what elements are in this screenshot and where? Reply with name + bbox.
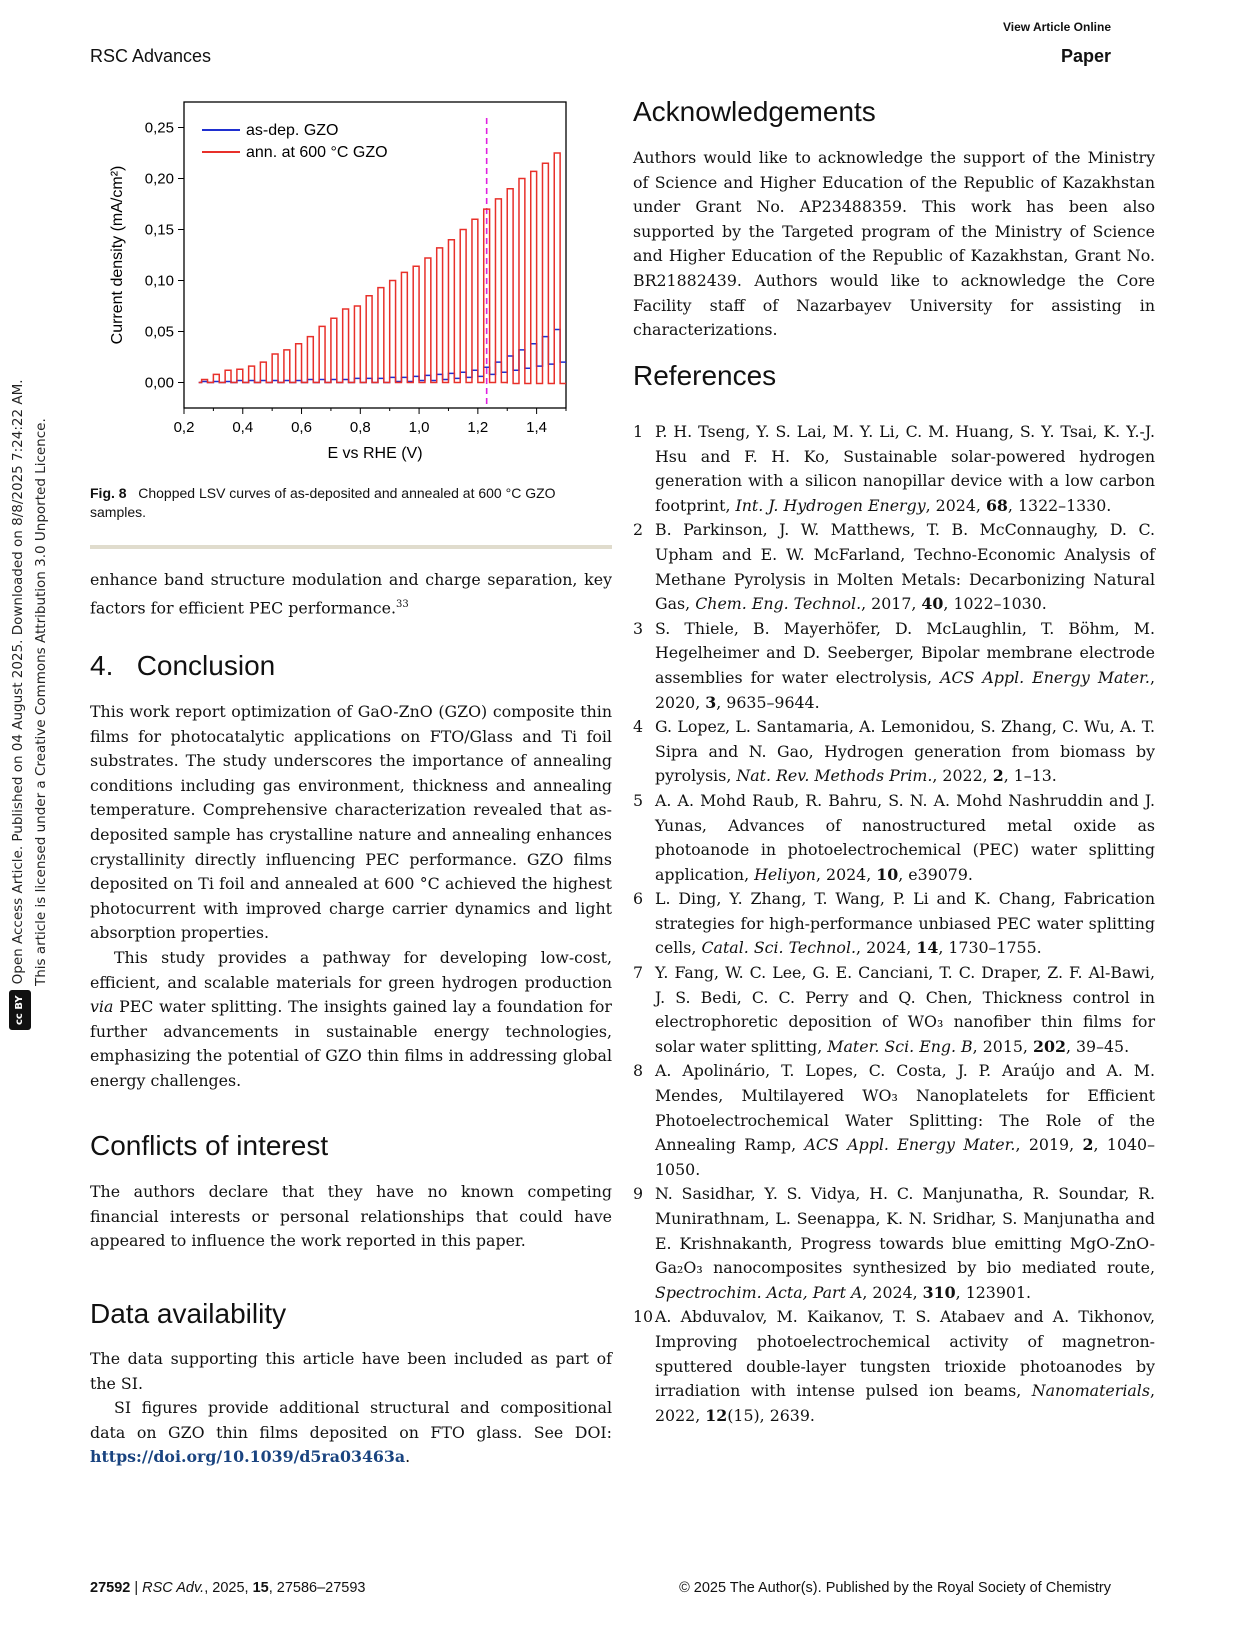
legend-label: ann. at 600 °C GZO xyxy=(246,144,388,161)
conflicts-text: The authors declare that they have no known competing financial interests or personal relationships that could have appeared to influence the work reported in this paper. xyxy=(90,1182,612,1251)
view-article-online-link[interactable]: View Article Online xyxy=(1002,20,1111,34)
reference-text: A. A. Mohd Raub, R. Bahru, S. N. A. Mohd Nashruddin and J. Yunas, Advances of nanostructured metal oxide as photoanode in photoelectrochemical (PEC) water splitting application, Heliyon, 2024, 10, e39079. xyxy=(655,790,1155,884)
y-tick-label: 0,05 xyxy=(144,323,174,341)
cc-by-badge[interactable]: cc BY xyxy=(9,990,31,1030)
reference-number: 2 xyxy=(633,520,644,540)
reference-number: 1 xyxy=(633,422,644,441)
y-tick-label: 0,10 xyxy=(144,272,174,290)
reference-journal[interactable]: Heliyon xyxy=(754,864,816,884)
y-tick-label: 0,25 xyxy=(144,119,174,137)
citation-33[interactable]: 33 xyxy=(395,598,409,610)
reference-item xyxy=(633,715,1155,789)
reference-text: A. Abduvalov, M. Kaikanov, T. S. Atabaev and A. Tikhonov, Improving photoelectrochemical activity of magnetron-sputtered double-layer tungsten trioxide photoanodes by irradiation with intense pulsed ion beams, Nanomaterials, 2022, 12(15), 2639. xyxy=(655,1307,1155,1425)
figure-label: Fig. 8 xyxy=(90,485,127,501)
reference-journal[interactable]: ACS Appl. Energy Mater. xyxy=(804,1135,1016,1155)
y-tick-label: 0,00 xyxy=(144,374,174,392)
caption-divider xyxy=(90,545,612,549)
reference-list xyxy=(633,420,1155,1428)
conclusion-paragraph-2: This study provides a pathway for developing low-cost, efficient, and scalable materials for green hydrogen production via PEC water splitting. The insights gained lay a foundation for further advancements in sustainable energy technologies, emphasizing the potential of GZO thin films in addressing global energy challenges. xyxy=(90,947,612,1090)
reference-number: 3 xyxy=(633,618,644,638)
y-tick-label: 0,20 xyxy=(144,170,174,188)
conclusion-paragraph-1: This work report optimization of GaO-ZnO (GZO) composite thin films for photocatalytic applications on FTO/Glass and Ti foil substrates. The study underscores the importance of annealing conditions including gas environment, thickness and annealing temperature. Comprehensive characterization revealed that as-deposited sample has crystalline nature and annealing enhances crystallinity directly influencing PEC performance. GZO films deposited on Ti foil and annealed at 600 °C achieved the highest photocurrent with improved charge carrier dynamics and light absorption properties. xyxy=(90,702,612,943)
reference-number: 5 xyxy=(633,790,644,810)
references-heading: References xyxy=(633,360,777,391)
reference-item xyxy=(633,789,1155,887)
reference-text: L. Ding, Y. Zhang, T. Wang, P. Li and K. Chang, Fabrication strategies for high-performance unbiased PEC water splitting cells, Catal. Sci. Technol., 2024, 14, 1730–1755. xyxy=(655,889,1155,958)
intro-paragraph: enhance band structure modulation and charge separation, key factors for efficient PEC performance.$^{33}$ xyxy=(90,570,612,617)
reference-text: N. Sasidhar, Y. S. Vidya, H. C. Manjunatha, R. Soundar, R. Munirathnam, L. Seenappa, K. N. Sridhar, S. Manjunatha and E. Krishnakanth, Progress towards blue emitting MgO-ZnO-Ga₂O₃ nanocomposites synthesized by bio mediated route, Spectrochim. Acta, Part A, 2024, 310, 123901. xyxy=(655,1184,1155,1302)
reference-text: S. Thiele, B. Mayerhöfer, D. McLaughlin, T. Böhm, M. Hegelheimer and D. Seeberger, Bipolar membrane electrode assemblies for water electrolysis, ACS Appl. Energy Mater., 2020, 3, 9635–9644. xyxy=(655,618,1155,712)
reference-item xyxy=(633,1059,1155,1182)
reference-journal[interactable]: Int. J. Hydrogen Energy xyxy=(735,495,926,515)
reference-journal[interactable]: Nanomaterials xyxy=(1031,1381,1150,1401)
footer-copyright: © 2025 The Author(s). Published by the Royal Society of Chemistry xyxy=(679,1580,1111,1596)
reference-number: 8 xyxy=(633,1061,644,1081)
si-doi-link[interactable]: https://doi.org/10.1039/d5ra03463a xyxy=(90,1447,406,1467)
y-axis-label: Current density (mA/cm²) xyxy=(109,165,126,345)
paper-type: Paper xyxy=(1060,46,1111,66)
reference-journal[interactable]: Mater. Sci. Eng. B xyxy=(827,1036,973,1056)
reference-item xyxy=(633,1305,1155,1428)
conflicts-heading: Conflicts of interest xyxy=(90,1130,329,1161)
figure-caption-text: Chopped LSV curves of as-deposited and annealed at 600 °C GZO samples. xyxy=(90,485,556,520)
figure-caption xyxy=(90,484,612,522)
series-annealed-line xyxy=(199,153,566,384)
reference-item xyxy=(633,420,1155,518)
reference-item xyxy=(633,887,1155,961)
reference-number: 10 xyxy=(633,1307,654,1327)
x-axis-label: E vs RHE (V) xyxy=(327,445,423,462)
acknowledgements-text: Authors would like to acknowledge the support of the Ministry of Science and Higher Education of the Republic of Kazakhstan under Grant No. AP23488359. This work has been also supported by the Targeted program of the Ministry of Science and Higher Education of the Republic of Kazakhstan, Grant No. BR21882439. Authors would like to acknowledge the Core Facility staff of Nazarbayev University for assisting in characterizations. xyxy=(633,148,1155,340)
reference-number: 7 xyxy=(633,963,644,983)
conclusion-heading: 4. Conclusion xyxy=(90,650,276,681)
reference-text: P. H. Tseng, Y. S. Lai, M. Y. Li, C. M. Huang, S. Y. Tsai, K. Y.-J. Hsu and F. H. Ko, Sustainable solar-powered hydrogen generation with a silicon nanopillar device with a low carbon footprint, Int. J. Hydrogen Energy, 2024, 68, 1322–1330. xyxy=(655,422,1155,515)
x-tick-label: 0,2 xyxy=(173,419,195,436)
x-tick-label: 1,0 xyxy=(408,419,430,436)
footer-citation: 27592 | RSC Adv., 2025, 15, 27586–27593 xyxy=(90,1580,366,1596)
reference-journal[interactable]: Nat. Rev. Methods Prim. xyxy=(736,766,933,786)
reference-item xyxy=(633,961,1155,1059)
reference-journal[interactable]: Chem. Eng. Technol. xyxy=(695,594,862,614)
figure-8 xyxy=(100,100,590,480)
reference-text: Y. Fang, W. C. Lee, G. E. Canciani, T. C. Draper, Z. F. Al-Bawi, J. S. Bedi, C. C. Perry and Q. Chen, Thickness control in electrophoretic deposition of WO₃ nanofiber thin films for solar water splitting, Mater. Sci. Eng. B, 2015, 202, 39–45. xyxy=(655,963,1155,1056)
reference-journal[interactable]: ACS Appl. Energy Mater. xyxy=(940,667,1150,687)
reference-number: 6 xyxy=(633,889,644,909)
x-tick-label: 1,2 xyxy=(467,419,489,436)
data-availability-p2: SI figures provide additional structural and compositional data on GZO thin films deposited on FTO glass. See DOI: https://doi.org/10.1039/d5ra03463a. xyxy=(90,1398,612,1467)
reference-text: G. Lopez, L. Santamaria, A. Lemonidou, S. Zhang, C. Wu, A. T. Sipra and N. Gao, Hydrogen generation from biomass by pyrolysis, Nat. Rev. Methods Prim., 2022, 2, 1–13. xyxy=(655,717,1155,786)
open-access-sidebar xyxy=(8,310,58,1030)
x-tick-label: 0,4 xyxy=(232,419,254,436)
x-tick-label: 0,6 xyxy=(291,419,312,436)
reference-text: B. Parkinson, J. W. Matthews, T. B. McConnaughy, D. C. Upham and E. W. McFarland, Techno-Economic Analysis of Methane Pyrolysis in Molten Metals: Decarbonizing Natural Gas, Chem. Eng. Technol., 2017, 40, 1022–1030. xyxy=(655,520,1155,614)
acknowledgements-heading: Acknowledgements xyxy=(633,96,876,127)
reference-text: A. Apolinário, T. Lopes, C. Costa, J. P. Araújo and A. M. Mendes, Multilayered WO₃ Nanoplatelets for Efficient Photoelectrochemical Water Splitting: The Role of the Annealing Ramp, ACS Appl. Energy Mater., 2019, 2, 1040–1050. xyxy=(655,1061,1155,1179)
reference-journal[interactable]: Spectrochim. Acta, Part A xyxy=(655,1282,863,1302)
legend-label: as-dep. GZO xyxy=(246,122,339,139)
reference-number: 4 xyxy=(633,717,644,737)
reference-item xyxy=(633,1182,1155,1305)
x-tick-label: 1,4 xyxy=(526,419,548,436)
licence-notice[interactable]: This article is licensed under a Creative Commons Attribution 3.0 Unported Licence. xyxy=(33,418,49,986)
open-access-notice: Open Access Article. Published on 04 August 2025. Downloaded on 8/8/2025 7:24:22 AM. xyxy=(10,379,26,985)
x-tick-label: 0,8 xyxy=(349,419,371,436)
reference-item xyxy=(633,617,1155,715)
data-availability-heading: Data availability xyxy=(90,1298,287,1329)
reference-journal[interactable]: Catal. Sci. Technol. xyxy=(701,938,857,958)
lsv-chart xyxy=(100,100,590,480)
data-availability-p1: The data supporting this article have been included as part of the SI. xyxy=(90,1349,612,1393)
y-tick-label: 0,15 xyxy=(144,221,174,239)
journal-name: RSC Advances xyxy=(90,46,212,66)
reference-item xyxy=(633,518,1155,616)
reference-number: 9 xyxy=(633,1184,644,1204)
